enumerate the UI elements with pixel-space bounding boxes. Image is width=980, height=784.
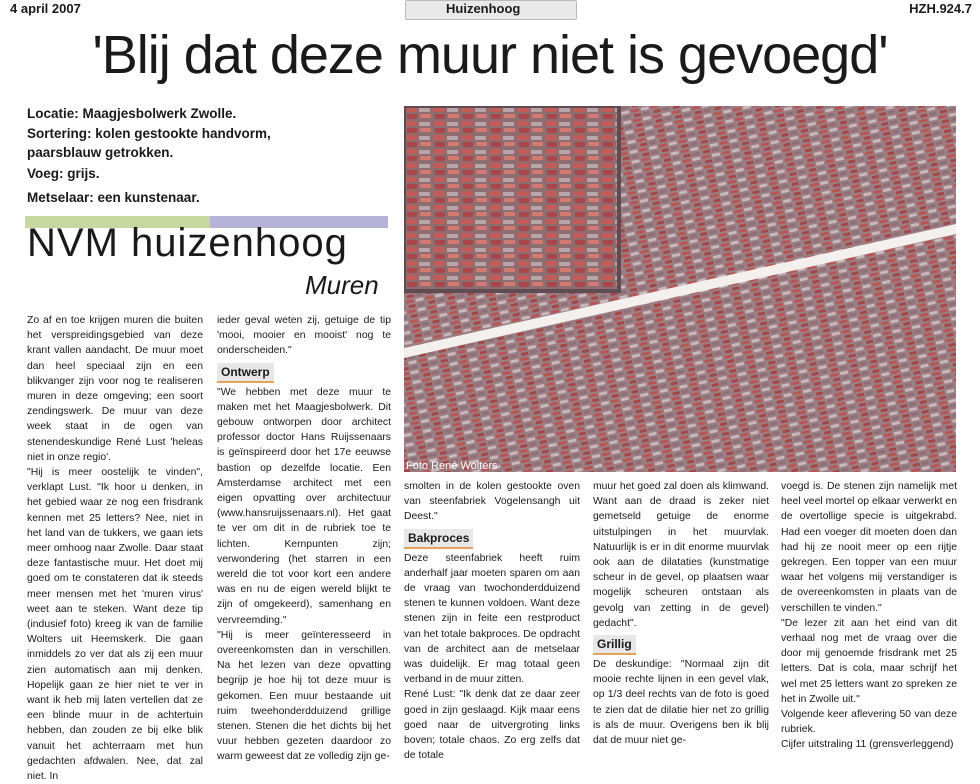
- page-code: HZH.924.7: [909, 1, 972, 16]
- headline: 'Blij dat deze muur niet is gevoegd': [92, 25, 888, 85]
- info-metselaar: Metselaar: een kunstenaar.: [27, 190, 200, 205]
- paragraph: ieder geval weten zij, getuige de tip 'mooi, mooier en mooist' nog te onderscheiden.": [217, 315, 391, 357]
- paragraph: smolten in de kolen gestookte oven van steenfabriek Vogelensangh uit Deest.": [404, 481, 580, 523]
- paragraph: Volgende keer aflevering 50 van deze rubriek.: [781, 709, 957, 736]
- section-title: Huizenhoog: [446, 1, 521, 16]
- article-column-1: [27, 313, 203, 784]
- article-column-5: [781, 479, 957, 753]
- paragraph: "Hij is meer geïnteresseerd in overeenkomsten dan in verschillen. Na het lezen van deze opvatting begrijp je hoe hij tot deze muur is gekomen. Een muur bestaande uit ruim tweehonderdduizend grillige stenen. Stenen die het dichts bij het vuur hebben gezeten daardoor zo warm geweest dat ze volledig zijn ge-: [217, 629, 391, 763]
- info-locatie: Locatie: Maagjesbolwerk Zwolle.: [27, 106, 237, 121]
- article-column-2: [217, 313, 391, 765]
- paragraph: René Lust: "Ik denk dat ze daar zeer goed in zijn geslaagd. Kijk maar eens goed naar de uitvergroting links boven; totale chaos. Zo erg zelfs dat de totale: [404, 689, 580, 762]
- photo-caption: Foto René Wolters: [406, 460, 498, 472]
- paragraph: voegd is. De stenen zijn namelijk met heel veel mortel op elkaar verwerkt en de overtollige specie is uitgekrabd. Had een voeger dit moeten doen dan had hij ze nooit meer op een rijtje gekregen. Een topper van een muur waar het volgens mij verstandiger is de overeenkomsten in plaats van de verschillen te vinden.": [781, 481, 957, 614]
- paragraph: "De lezer zit aan het eind van dit verhaal nog met de vraag over die door mij genoemde frisdrank met 25 letters. Dat is cola, maar schrijf het wel met 25 letters want zo spreken ze het in Zwolle uit.": [781, 617, 957, 705]
- paragraph: Deze steenfabriek heeft ruim anderhalf jaar moeten sparen om aan de vraag van twochonderdduizend stenen te kunnen voldoen. Want deze stenen zijn in feite een restproduct van het totale bakproces. De opdracht van de architect aan de metselaar was duidelijk. Er mag totaal geen verband in de muur zitten.: [404, 552, 580, 686]
- brick-wall-photo: [404, 106, 956, 472]
- paragraph: Zo af en toe krijgen muren die buiten het verspreidingsgebied van deze krant vallen aandacht. De muur moet dan heel speciaal zijn en een blikvanger zijn voor nog te realiseren muren in deze omgeving; een soort zendingswerk. De muur van deze week staat in de ogen van stenendeskundige René Lust 'heleas niet in onze regio'.: [27, 315, 203, 463]
- subhead-bakproces: Bakproces: [404, 529, 473, 549]
- subhead-ontwerp: Ontwerp: [217, 363, 274, 383]
- paragraph: Cijfer uitstraling 11 (grensverleggend): [781, 739, 954, 751]
- paragraph: muur het goed zal doen als klimwand. Want aan de draad is zeker niet gemetseld getuige de enorme uitstulpingen in het muurvlak. Natuurlijk is er in dit enorme muurvlak ook aan de dilataties (kunstmatige scheur in de gevel, op plaatsen waar mogelijk scheuren ontstaan als gevolg van zetting in de gevel) gedacht".: [593, 481, 769, 629]
- info-voeg: Voeg: grijs.: [27, 166, 100, 181]
- article-column-3: [404, 479, 580, 763]
- issue-date: 4 april 2007: [10, 1, 81, 16]
- subhead-grillig: Grillig: [593, 635, 636, 655]
- paragraph: De deskundige: "Normaal zijn dit mooie rechte lijnen in een gevel vlak, op 1/3 deel rechts van de foto is goed te zien dat de dilatie hier net zo grillig is als de muur. Overigens ben ik blij dat de muur niet ge-: [593, 659, 769, 747]
- info-sortering: Sortering: kolen gestookte handvorm, paarsblauw getrokken.: [27, 126, 271, 160]
- article-column-4: [593, 479, 769, 748]
- series-subtitle: Muren: [305, 270, 379, 300]
- paragraph: "We hebben met deze muur te maken met het Maagjesbolwerk. Dit gebouw ontworpen door architect professor doctor Hans Ruijssenaars is geïnspireerd door het 17e eeuwse bastion op dezelfde locatie. Een Amsterdamse architect met een eigen opvatting over architectuur (www.hansruijssenaars.nl). Het gaat te ver om dit in de rubriek toe te lichten. Kernpunten zijn; verwondering (het starren in een wereld die tot voor kort een andere was en nu de eigen wereld blijkt te zijn of omgekeerd), samenhang en vervreemding.": [217, 386, 391, 626]
- series-title: NVM huizenhoog: [27, 221, 348, 265]
- paragraph: "Hij is meer oostelijk te vinden", verklapt Lust. "Ik hoor u denken, in het gebied waar ze nog een frisdrank kennen met 25 letters? Nee, niet in het land van de tukkers, we gaan iets meer omhoog naar Zwolle. Daar staat deze fantastische muur. Het doet mij goed om te constateren dat ik steeds meer mensen met het 'muren virus' weet aan te steken. Want deze tip (indusief foto) kreeg ik van de familie Wolters uit Heemskerk. Die gaan inmiddels zo ver dat als zij een muur zien automatisch aan mij denken. Hopelijk gaan ze hier niet te ver in want ik heb mij laten vertellen dat ze een blinde muur in de achtertuin hebben, dan zouden ze bij elke blik vanuit het achterraam met hun gedachten afdwalen. Nee, dat zal niet. In: [27, 467, 203, 783]
